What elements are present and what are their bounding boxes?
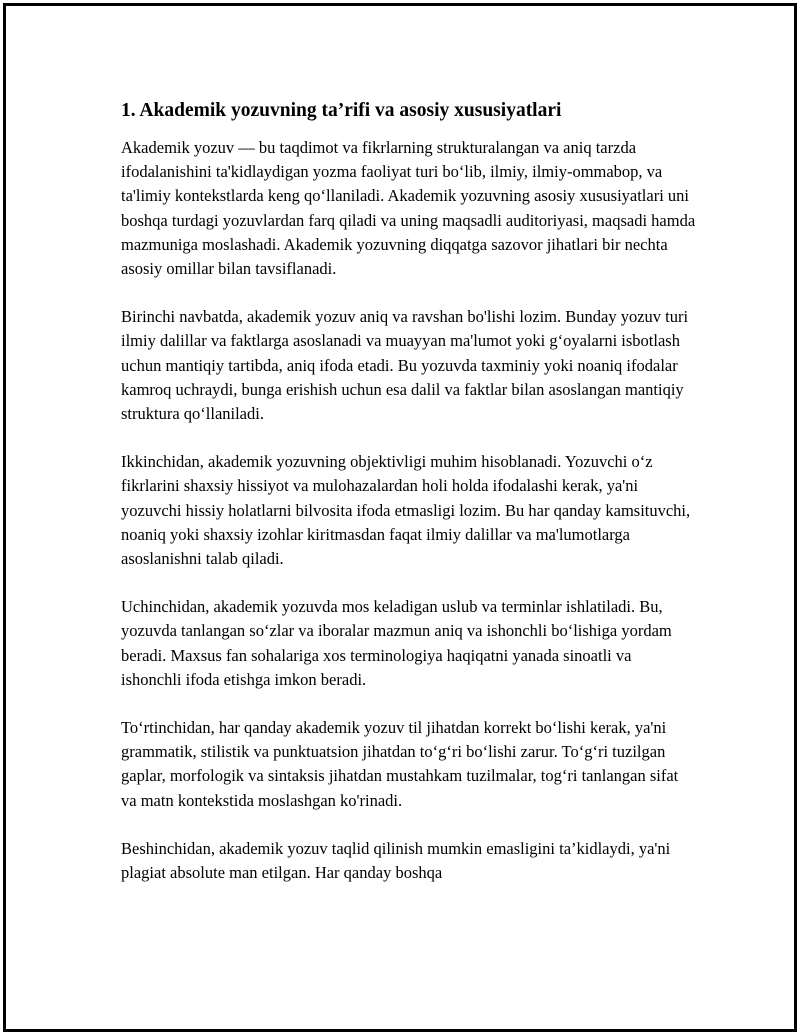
section-heading: 1. Akademik yozuvning ta’rifi va asosiy xususiyatlari: [121, 100, 562, 121]
paragraph-second-point: Ikkinchidan, akademik yozuvning objektivligi muhim hisoblanadi. Yozuvchi o‘z fikrlarini shaxsiy hissiyot va mulohazalardan holi holda ifodalashi kerak, ya'ni yozuvchi hissiy holatlarni bilvosita ifoda etmasligi lozim. Bu har qanday kamsituvchi, noaniq yoki shaxsiy izohlar kiritmasdan faqat ilmiy dalillar va ma'lumotlarga asoslanishni talab qiladi.: [121, 452, 691, 569]
paragraph-fifth-point: Beshinchidan, akademik yozuv taqlid qilinish mumkin emasligini ta’kidlaydi, ya'ni plagiat absolute man etilgan. Har qanday boshqa: [121, 838, 671, 883]
paragraph-definition: Akademik yozuv — bu taqdimot va fikrlarning strukturalangan va aniq tarzda ifodalanishini ta'kidlaydigan yozma faoliyat turi bo‘lib, ilmiy, ilmiy-ommabop, va ta'limiy kontekstlarda keng qo‘llaniladi. Akademik yozuvning asosiy xususiyatlari uni boshqa turdagi yozuvlardan farq qiladi va uning maqsadli auditoriyasi, maqsadi hamda mazmuniga moslashadi. Akademik yozuvning diqqatga sazovor jihatlari bir nechta asosiy omillar bilan tavsiflanadi.: [121, 138, 696, 279]
paragraph-fourth-point: To‘rtinchidan, har qanday akademik yozuv til jihatdan korrekt bo‘lishi kerak, ya'ni grammatik, stilistik va punktuatsion jihatdan to‘g‘ri bo‘lishi zarur. To‘g‘ri tuzilgan gaplar, morfologik va sintaksis jihatdan mustahkam tuzilmalar, tog‘ri tanlangan sifat va matn kontekstida moslashgan ko'rinadi.: [121, 718, 679, 810]
paragraph-third-point: Uchinchidan, akademik yozuvda mos keladigan uslub va terminlar ishlatiladi. Bu, yozuvda tanlangan so‘zlar va iboralar mazmun aniq va ishonchli bo‘lishiga yordam beradi. Maxsus fan sohalariga xos terminologiya haqiqatni yanada sinoatli va ishonchli ifoda etishga imkon beradi.: [121, 597, 672, 689]
paragraph-first-point: Birinchi navbatda, akademik yozuv aniq va ravshan bo'lishi lozim. Bunday yozuv turi ilmiy dalillar va faktlarga asoslanadi va muayyan ma'lumot yoki g‘oyalarni isbotlash uchun mantiqiy tartibda, aniq ifoda etadi. Bu yozuvda taxminiy yoki noaniq ifodalar kamroq uchraydi, bunga erishish uchun esa dalil va faktlar bilan asoslangan mantiqiy struktura qo‘llaniladi.: [121, 307, 689, 424]
document-body: [121, 98, 696, 909]
page-frame: [3, 3, 797, 1032]
